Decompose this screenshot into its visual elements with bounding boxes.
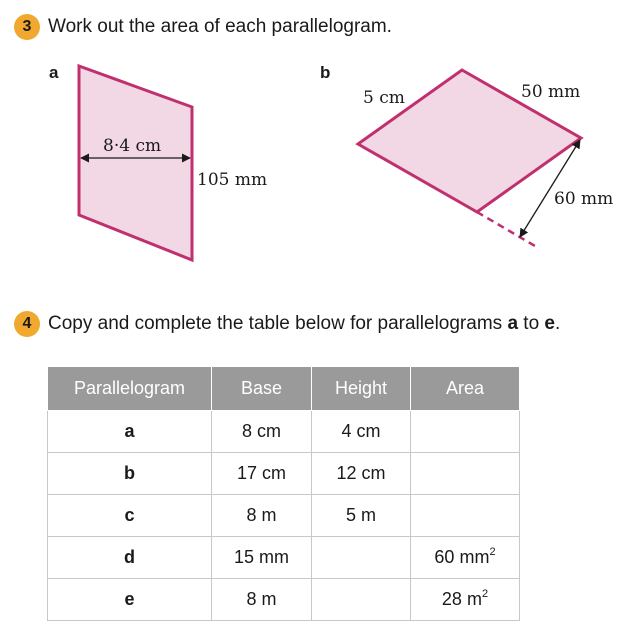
table-row bbox=[48, 537, 520, 579]
header-height: Height bbox=[312, 367, 411, 411]
cell-base: 8 cm bbox=[212, 411, 312, 453]
cell-name: c bbox=[48, 495, 212, 537]
cell-area bbox=[411, 411, 520, 453]
cell-height bbox=[312, 537, 411, 579]
header-base: Base bbox=[212, 367, 312, 411]
table-row bbox=[48, 453, 520, 495]
cell-area-exponent: 2 bbox=[481, 588, 489, 600]
cell-area bbox=[411, 579, 520, 621]
cell-height: 4 cm bbox=[312, 411, 411, 453]
question-4-badge bbox=[14, 311, 40, 337]
cell-area bbox=[411, 537, 520, 579]
question-4-number: 4 bbox=[22, 315, 32, 332]
parallelogram-table bbox=[47, 366, 520, 621]
table-header-row bbox=[48, 367, 520, 411]
side-label-b-2: 50 mm bbox=[521, 82, 581, 102]
cell-base: 8 m bbox=[212, 579, 312, 621]
parallelogram-a bbox=[79, 66, 192, 260]
table-row bbox=[48, 495, 520, 537]
table-row bbox=[48, 579, 520, 621]
question-4-to: e bbox=[544, 313, 555, 334]
cell-area bbox=[411, 495, 520, 537]
cell-base: 15 mm bbox=[212, 537, 312, 579]
height-label-a: 105 mm bbox=[197, 170, 268, 190]
question-3-number: 3 bbox=[22, 18, 32, 35]
cell-name: b bbox=[48, 453, 212, 495]
part-a-label: a bbox=[49, 63, 59, 82]
height-label-b: 60 mm bbox=[554, 189, 614, 209]
cell-name: e bbox=[48, 579, 212, 621]
question-4-from: a bbox=[507, 313, 519, 334]
extension-dashed-line-b bbox=[477, 212, 535, 246]
cell-area-value: 60 mm bbox=[434, 547, 490, 567]
cell-base: 8 m bbox=[212, 495, 312, 537]
cell-name: a bbox=[48, 411, 212, 453]
parallelogram-diagrams bbox=[0, 0, 642, 300]
header-parallelogram: Parallelogram bbox=[48, 367, 212, 411]
table-row bbox=[48, 411, 520, 453]
width-label-a: 8·4 cm bbox=[103, 136, 162, 156]
cell-base: 17 cm bbox=[212, 453, 312, 495]
side-label-b-1: 5 cm bbox=[363, 88, 405, 108]
question-3-text: Work out the area of each parallelogram. bbox=[48, 16, 392, 37]
question-4-text-pre: Copy and complete the table below for parallelograms bbox=[48, 313, 508, 334]
question-4-text bbox=[48, 313, 560, 335]
header-area: Area bbox=[411, 367, 520, 411]
question-4-mid: to bbox=[518, 313, 545, 334]
cell-area-value: 28 m bbox=[441, 589, 482, 609]
cell-height: 5 m bbox=[312, 495, 411, 537]
cell-height bbox=[312, 579, 411, 621]
cell-area-exponent: 2 bbox=[489, 546, 496, 558]
cell-height: 12 cm bbox=[312, 453, 411, 495]
cell-name: d bbox=[48, 537, 212, 579]
part-b-label: b bbox=[320, 63, 331, 82]
cell-area bbox=[411, 453, 520, 495]
question-4-end: . bbox=[555, 313, 561, 334]
